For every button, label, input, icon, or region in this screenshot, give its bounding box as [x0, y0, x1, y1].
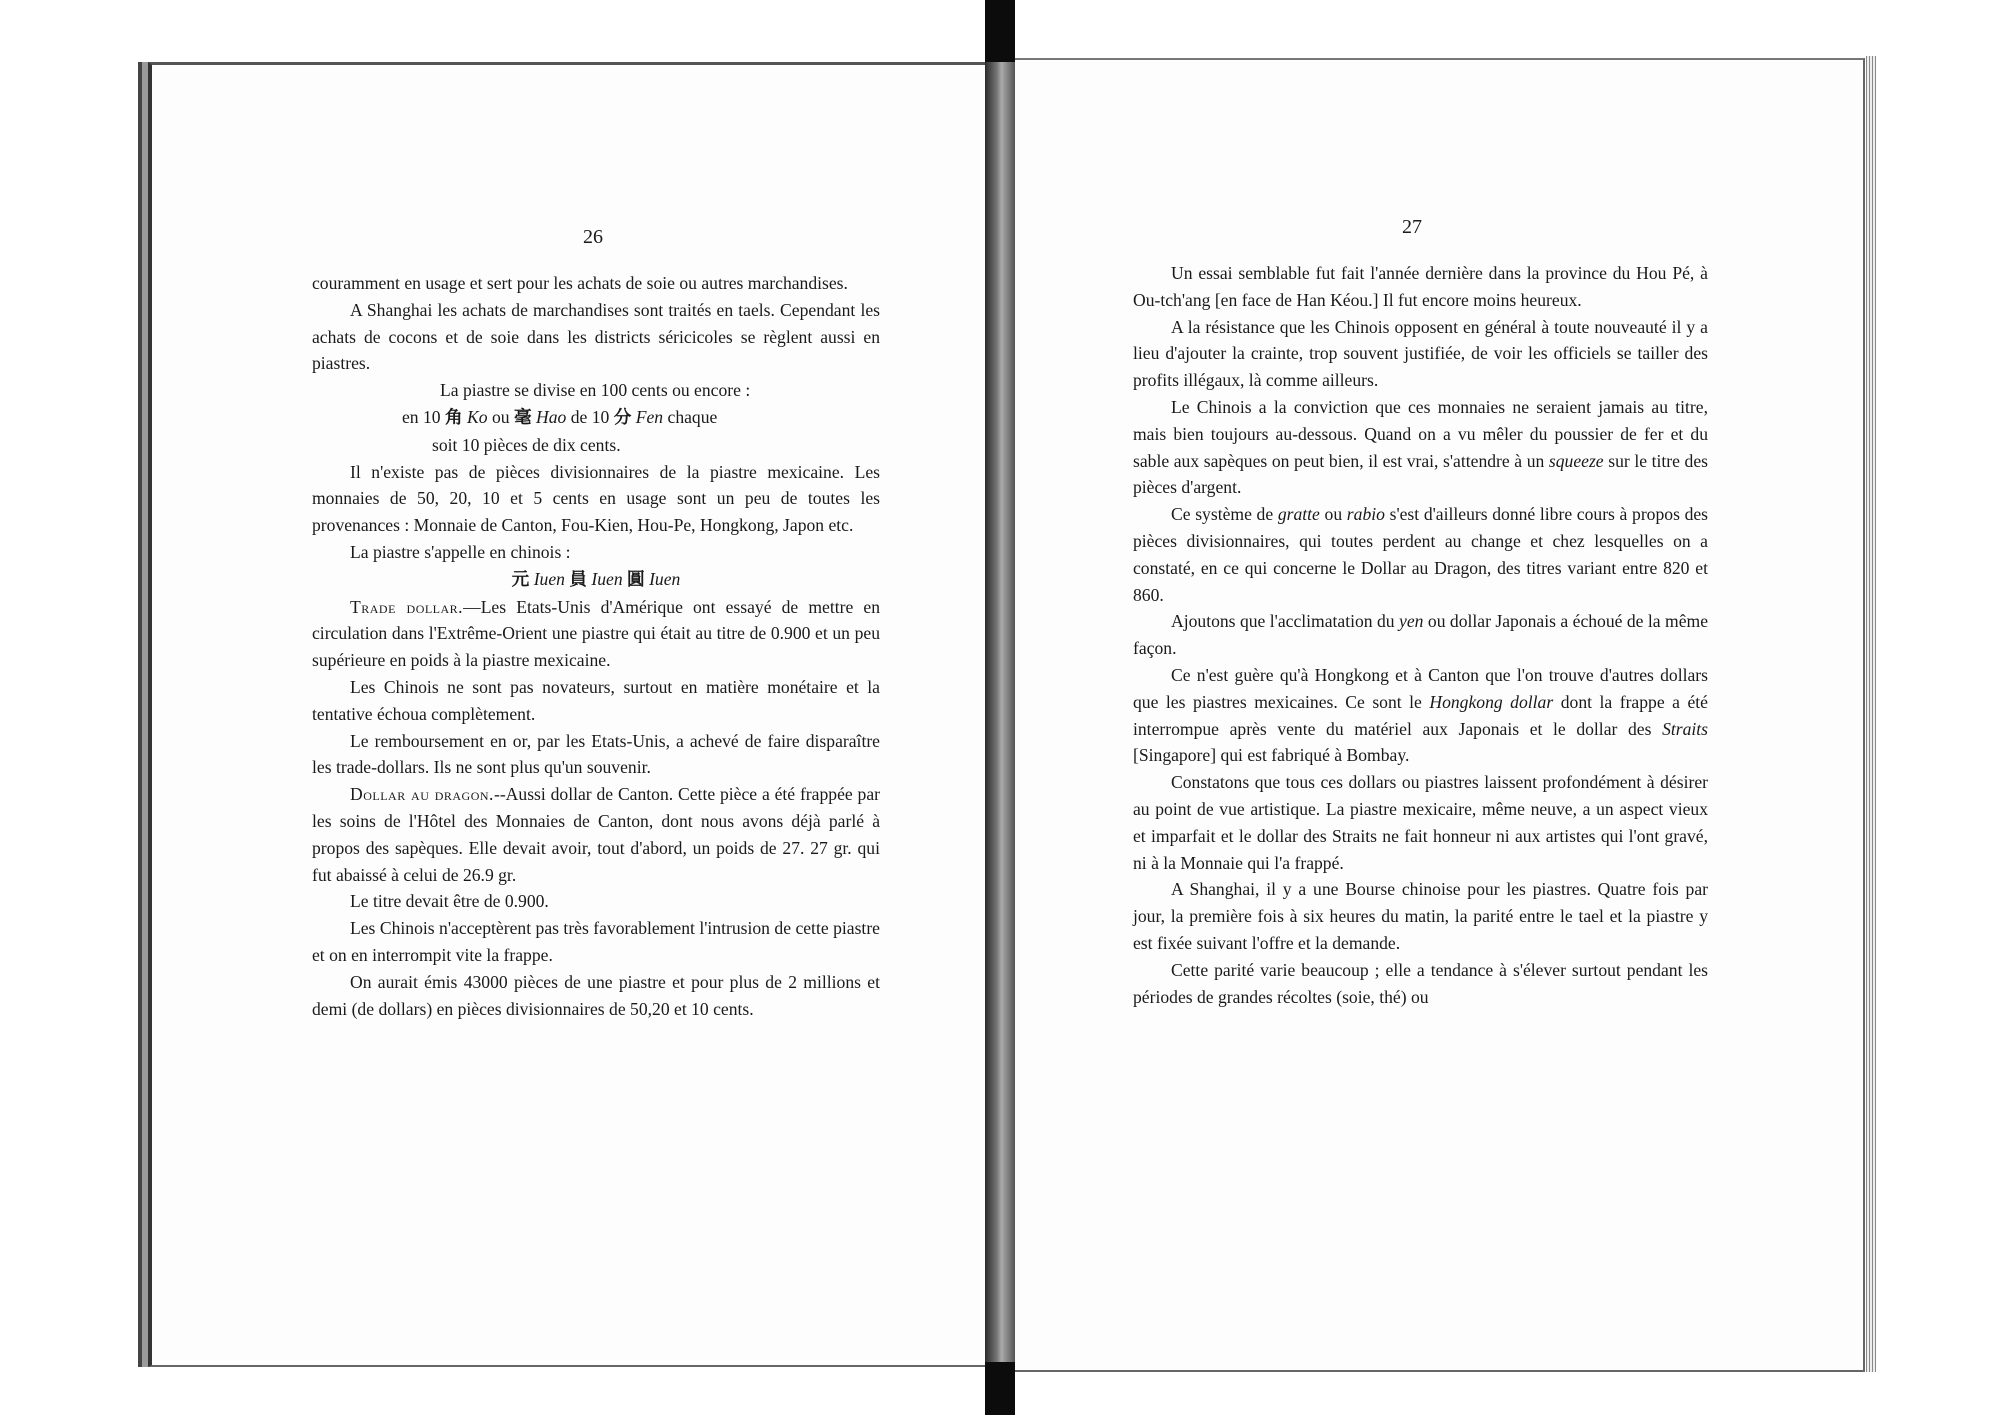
term: yen — [1399, 611, 1424, 632]
text: —Les Etats-Unis d'Amérique ont essayé de mettre en circulation dans l'Extrême-Orient une piastre qui était au titre de 0.900 et un peu supérieure en poids à la piastre mexicaine. — [312, 596, 880, 671]
paragraph: La piastre se divise en 100 cents ou encore : — [440, 380, 751, 401]
text: ou — [491, 406, 510, 427]
term: Ko — [467, 406, 488, 427]
page-number-left: 26 — [583, 226, 603, 248]
paragraph — [1133, 501, 1708, 608]
paragraph: On aurait émis 43000 pièces de une piastre et pour plus de 2 millions et demi (de dollars) en pièces divisionnaires de 50,20 et 10 cents. — [312, 971, 880, 1019]
text: chaque — [667, 406, 718, 427]
paragraph — [312, 781, 880, 888]
text: dont la frappe a été interrompue après vente du matériel aux Japonais et le dollar des — [1133, 691, 1708, 739]
paragraph: Le remboursement en or, par les Etats-Unis, a achevé de faire disparaître les trade-dollars. Ils ne sont plus qu'un souvenir. — [312, 730, 880, 778]
text: Ajoutons que l'acclimatation du — [1171, 611, 1395, 632]
text: Ce n'est guère qu'à Hongkong et à Canton que l'on trouve d'autres dollars que les piastres mexicaines. Ce sont le — [1133, 664, 1708, 712]
term: Iuen — [533, 568, 565, 589]
text: [Singapore] qui est fabriqué à Bombay. — [1133, 745, 1410, 766]
section-heading: Trade dollar. — [350, 596, 464, 617]
paragraph: couramment en usage et sert pour les achats de soie ou autres marchandises. — [312, 273, 848, 293]
gutter — [985, 62, 1015, 1362]
chinese-character: 圓 — [627, 569, 645, 590]
text: ou — [1324, 504, 1343, 525]
text: en 10 — [402, 406, 441, 427]
paragraph — [1133, 662, 1708, 769]
text: Le Chinois a la conviction que ces monnaies ne seraient jamais au titre, mais bien toujours au-dessous. Quand on a vu mêler du poussier de fer et du sable aux sapèques on peut bien, il est vrai, s'attendre à un — [1133, 396, 1708, 471]
chinese-character: 元 — [511, 569, 530, 590]
paragraph: Les Chinois n'acceptèrent pas très favorablement l'intrusion de cette piastre et on en interrompit vite la frappe. — [312, 918, 880, 965]
left-text-column — [312, 270, 880, 1022]
paragraph: soit 10 pièces de dix cents. — [432, 434, 621, 455]
chinese-character: 分 — [613, 407, 632, 428]
paragraph — [1133, 608, 1708, 662]
paragraph — [1133, 394, 1708, 501]
term: squeeze — [1548, 450, 1604, 471]
paragraph: A Shanghai les achats de marchandises sont traités en taels. Cependant les achats de cocons et de soie dans les districts séricicoles se règlent aussi en piastres. — [312, 299, 880, 374]
text: de 10 — [570, 406, 610, 427]
chinese-character: 毫 — [513, 407, 532, 428]
paragraph: Cette parité varie beaucoup ; elle a tendance à s'élever surtout pendant les périodes de grandes récoltes (soie, thé) ou — [1133, 959, 1708, 1007]
text: --Aussi dollar de Canton. Cette pièce a été frappée par les soins de l'Hôtel des Monnaies de Canton, dont nous avons déjà parlé à propos des sapèques. Elle devait avoir, tout d'abord, un poids de 27. 27 gr. qui fut abaissé à celui de 26.9 gr. — [312, 784, 880, 885]
right-text-column — [1133, 260, 1708, 1010]
paragraph: Il n'existe pas de pièces divisionnaires de la piastre mexicaine. Les monnaies de 50, 20, 10 et 5 cents en usage sont un peu de toutes les provenances : Monnaie de Canton, Fou-Kien, Hou-Pe, Hongkong, Japon etc. — [312, 461, 880, 536]
paragraph: A la résistance que les Chinois opposent en général à toute nouveauté il y a lieu d'ajouter la crainte, trop souvent justifiée, de voir les officiels se tailler des profits illégaux, là comme ailleurs. — [1133, 316, 1708, 391]
term: Fen — [635, 406, 664, 427]
section-heading: Dollar au dragon. — [350, 784, 494, 805]
chinese-names-line — [312, 566, 880, 594]
text: ou dollar Japonais a échoué de la même façon. — [1133, 611, 1709, 659]
term: Iuen — [649, 568, 681, 589]
paragraph — [312, 594, 880, 674]
term: Hao — [536, 406, 567, 427]
term: Hongkong dollar — [1429, 691, 1554, 712]
paragraph: La piastre s'appelle en chinois : — [350, 541, 571, 562]
term: Iuen — [591, 568, 623, 589]
paragraph: Le titre devait être de 0.900. — [350, 891, 549, 912]
text: sur le titre des pièces d'argent. — [1133, 450, 1708, 498]
currency-subdivision-line — [312, 404, 880, 432]
term: Straits — [1662, 718, 1709, 739]
paragraph: Les Chinois ne sont pas novateurs, surtout en matière monétaire et la tentative échoua complètement. — [312, 676, 880, 724]
paragraph: Un essai semblable fut fait l'année dernière dans la province du Hou Pé, à Ou-tch'ang [en face de Han Kéou.] Il fut encore moins heureux. — [1133, 263, 1708, 310]
paragraph: Constatons que tous ces dollars ou piastres laissent profondément à désirer au point de vue artistique. La piastre mexicaire, même neuve, a un aspect vieux et imparfait et le dollar des Straits ne fait honneur ni aux artistes qui l'ont gravé, ni à la Monnaie qui l'a frappé. — [1133, 772, 1708, 873]
page-stack-edge — [1866, 56, 1876, 1372]
chinese-character: 員 — [569, 569, 587, 590]
text: Ce système de — [1171, 504, 1274, 525]
chinese-character: 角 — [445, 407, 463, 428]
text: s'est d'ailleurs donné libre cours à propos des pièces divisionnaires, qui toutes perdent au change et chez lesquelles on a constaté, en ce qui concerne le Dollar au Dragon, des titres variant entre 820 et 860. — [1133, 504, 1709, 605]
term: gratte — [1277, 504, 1320, 525]
paragraph: A Shanghai, il y a une Bourse chinoise pour les piastres. Quatre fois par jour, la première fois à six heures du matin, la parité entre le tael et la piastre y est fixée suivant l'offre et la demande. — [1133, 879, 1708, 953]
term: rabio — [1346, 504, 1385, 525]
page-number-right: 27 — [1402, 216, 1422, 238]
